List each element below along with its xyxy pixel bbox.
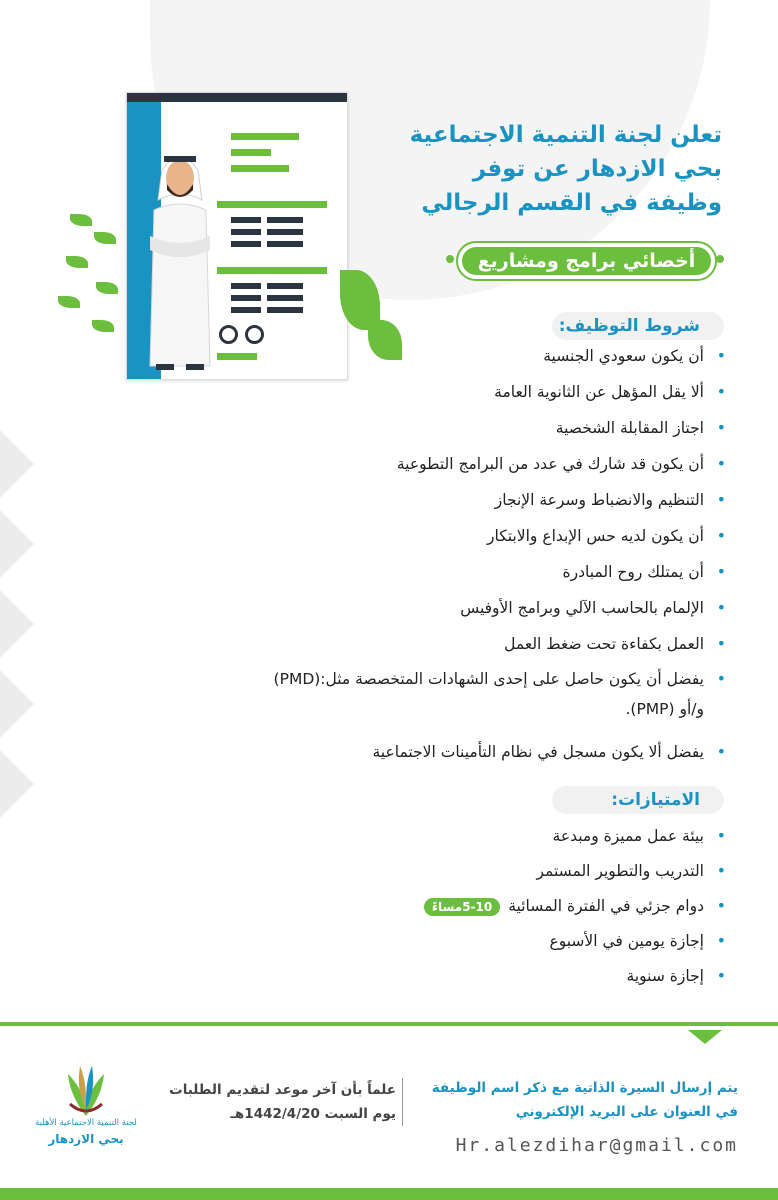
bottom-bar — [0, 1188, 778, 1200]
benefits-list — [266, 820, 726, 995]
position-badge — [456, 241, 717, 281]
announcement-title — [362, 118, 722, 220]
badge-dot — [446, 255, 454, 263]
requirements-heading: شروط التوظيف: — [552, 312, 724, 340]
list-item-text: دوام جزئي في الفترة المسائية — [508, 897, 704, 915]
contact-line: في العنوان على البريد الإلكتروني — [515, 1104, 738, 1120]
badge-dot — [716, 255, 724, 263]
logo-text: بحي الازدهار — [48, 1132, 124, 1146]
list-item — [266, 890, 726, 925]
title-line: بحي الازدهار عن توفر — [472, 156, 722, 182]
list-item: • بيئة عمل مميزة ومبدعة — [266, 820, 726, 855]
deadline-note — [166, 1078, 396, 1126]
list-item: • أن يكون قد شارك في عدد من البرامج التطوعية — [266, 448, 726, 484]
title-line: تعلن لجنة التنمية الاجتماعية — [409, 122, 722, 148]
position-title: أخصائي برامج ومشاريع — [462, 247, 711, 275]
organization-logo — [30, 1060, 142, 1160]
time-badge: 5-10مساءً — [424, 898, 500, 916]
list-item: • الإلمام بالحاسب الآلي وبرامج الأوفيس — [266, 592, 726, 628]
list-item: • أن يكون سعودي الجنسية — [266, 340, 726, 376]
list-item: • أن يمتلك روح المبادرة — [266, 556, 726, 592]
list-item: • إجازة سنوية — [266, 960, 726, 995]
benefits-heading: الامتيازات: — [552, 786, 724, 814]
email-link[interactable]: Hr.alezdihar@gmail.com — [455, 1135, 738, 1156]
contact-instructions — [408, 1076, 738, 1124]
requirements-list — [266, 340, 726, 772]
list-item: • اجتاز المقابلة الشخصية — [266, 412, 726, 448]
list-item: • العمل بكفاءة تحت ضغط العمل — [266, 628, 726, 664]
deadline-line: يوم السبت 1442/4/20هـ — [230, 1106, 396, 1122]
chevron-down-icon — [688, 1030, 722, 1044]
logo-icon — [30, 1060, 142, 1118]
logo-text: لجنة التنمية الاجتماعية الأهلية — [35, 1118, 137, 1128]
divider — [0, 1022, 778, 1026]
list-item: • إجازة يومين في الأسبوع — [266, 925, 726, 960]
list-item: • يفضل ألا يكون مسجل في نظام التأمينات الاجتماعية — [266, 736, 726, 772]
person-icon — [140, 140, 220, 372]
list-item: • أن يكون لديه حس الإبداع والابتكار — [266, 520, 726, 556]
title-line: وظيفة في القسم الرجالي — [421, 190, 722, 216]
list-item: • التدريب والتطوير المستمر — [266, 855, 726, 890]
list-item: • ألا يقل المؤهل عن الثانوية العامة — [266, 376, 726, 412]
decorative-triangles — [0, 430, 40, 850]
deadline-line: علماً بأن آخر موعد لتقديم الطلبات — [169, 1082, 396, 1098]
divider — [402, 1078, 403, 1126]
contact-line: يتم إرسال السيرة الذاتية مع ذكر اسم الوظيفة — [431, 1080, 738, 1096]
list-item: • يفضل أن يكون حاصل على إحدى الشهادات المتخصصة مثل:(PMD) و/أو (PMP). — [266, 664, 726, 736]
list-item: • التنظيم والانضباط وسرعة الإنجاز — [266, 484, 726, 520]
